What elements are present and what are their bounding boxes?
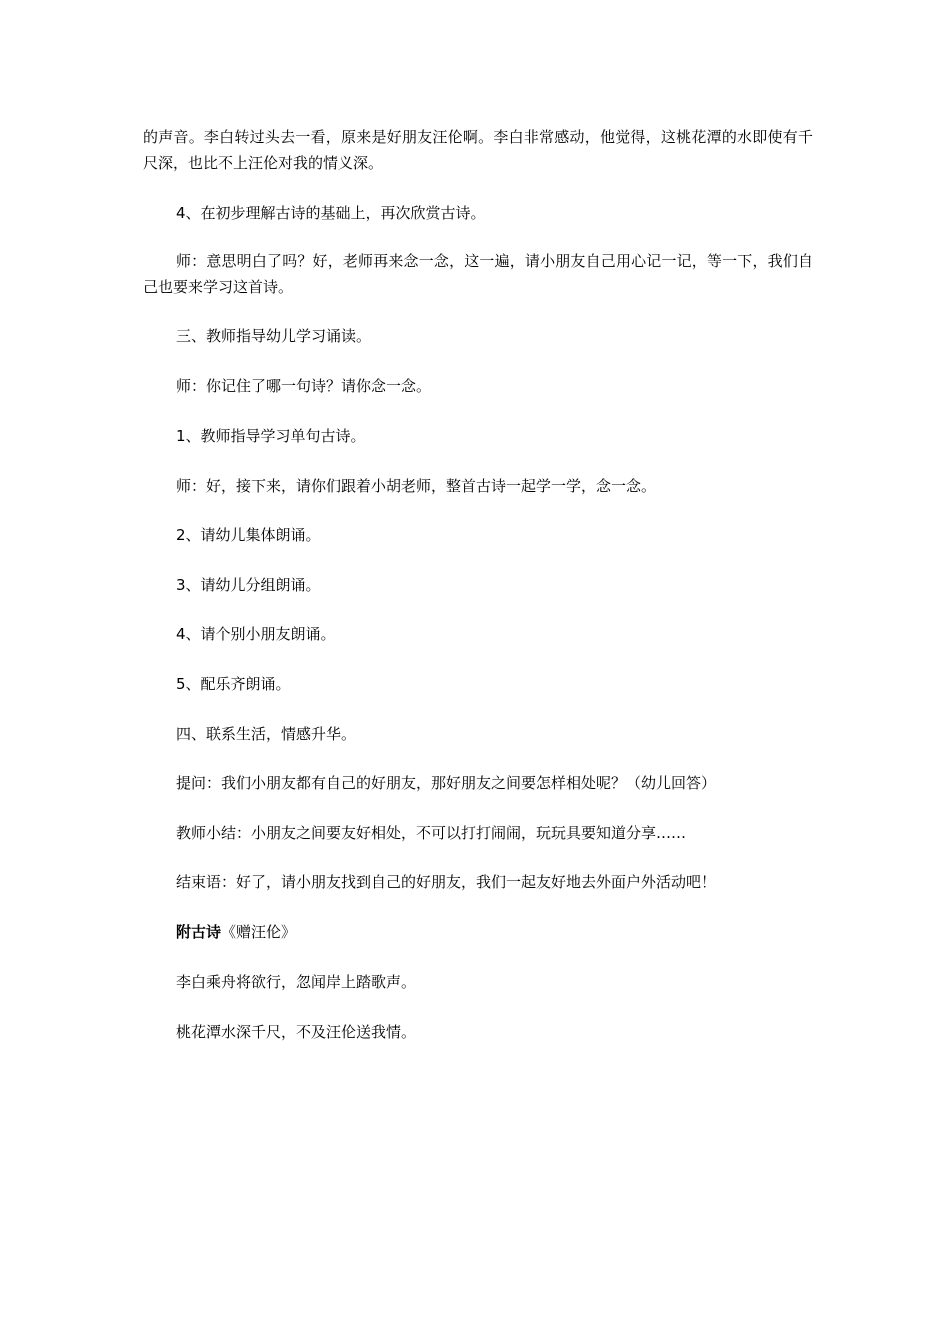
paragraph-step-4: 4、请个别小朋友朗诵。 xyxy=(176,625,336,643)
poem-heading xyxy=(176,919,813,945)
section-heading-4: 四、联系生活，情感升华。 xyxy=(176,725,357,743)
paragraph-step-1: 1、教师指导学习单句古诗。 xyxy=(176,427,366,445)
section-heading-3: 三、教师指导幼儿学习诵读。 xyxy=(176,327,372,345)
paragraph-teacher-question: 师：你记住了哪一句诗？请你念一念。 xyxy=(176,377,432,395)
paragraph-question: 提问：我们小朋友都有自己的好朋友，那好朋友之间要怎样相处呢？（幼儿回答） xyxy=(176,774,717,792)
paragraph-step-2: 2、请幼儿集体朗诵。 xyxy=(176,526,321,544)
paragraph-summary: 教师小结：小朋友之间要友好相处，不可以打打闹闹，玩玩具要知道分享…… xyxy=(176,824,687,842)
paragraph-step-5: 5、配乐齐朗诵。 xyxy=(176,675,291,693)
poem-line-1: 李白乘舟将欲行，忽闻岸上踏歌声。 xyxy=(176,973,417,991)
poem-heading-label: 附古诗 xyxy=(176,923,222,941)
paragraph-step-4-appreciate: 4、在初步理解古诗的基础上，再次欣赏古诗。 xyxy=(176,204,486,222)
paragraph-closing: 结束语：好了，请小朋友找到自己的好朋友，我们一起友好地去外面户外活动吧！ xyxy=(176,873,717,891)
paragraph-story-ending: 的声音。李白转过头去一看，原来是好朋友汪伦啊。李白非常感动，他觉得，这桃花潭的水即使有千尺深，也比不上汪伦对我的情义深。 xyxy=(143,128,813,172)
poem-title: 《赠汪伦》 xyxy=(221,923,297,941)
paragraph-step-3: 3、请幼儿分组朗诵。 xyxy=(176,576,321,594)
poem-line-2: 桃花潭水深千尺，不及汪伦送我情。 xyxy=(176,1023,417,1041)
paragraph-teacher-follow: 师：好，接下来，请你们跟着小胡老师，整首古诗一起学一学，念一念。 xyxy=(176,477,657,495)
paragraph-teacher-recite: 师：意思明白了吗？好，老师再来念一念，这一遍，请小朋友自己用心记一记，等一下，我们自己也要来学习这首诗。 xyxy=(143,252,813,296)
